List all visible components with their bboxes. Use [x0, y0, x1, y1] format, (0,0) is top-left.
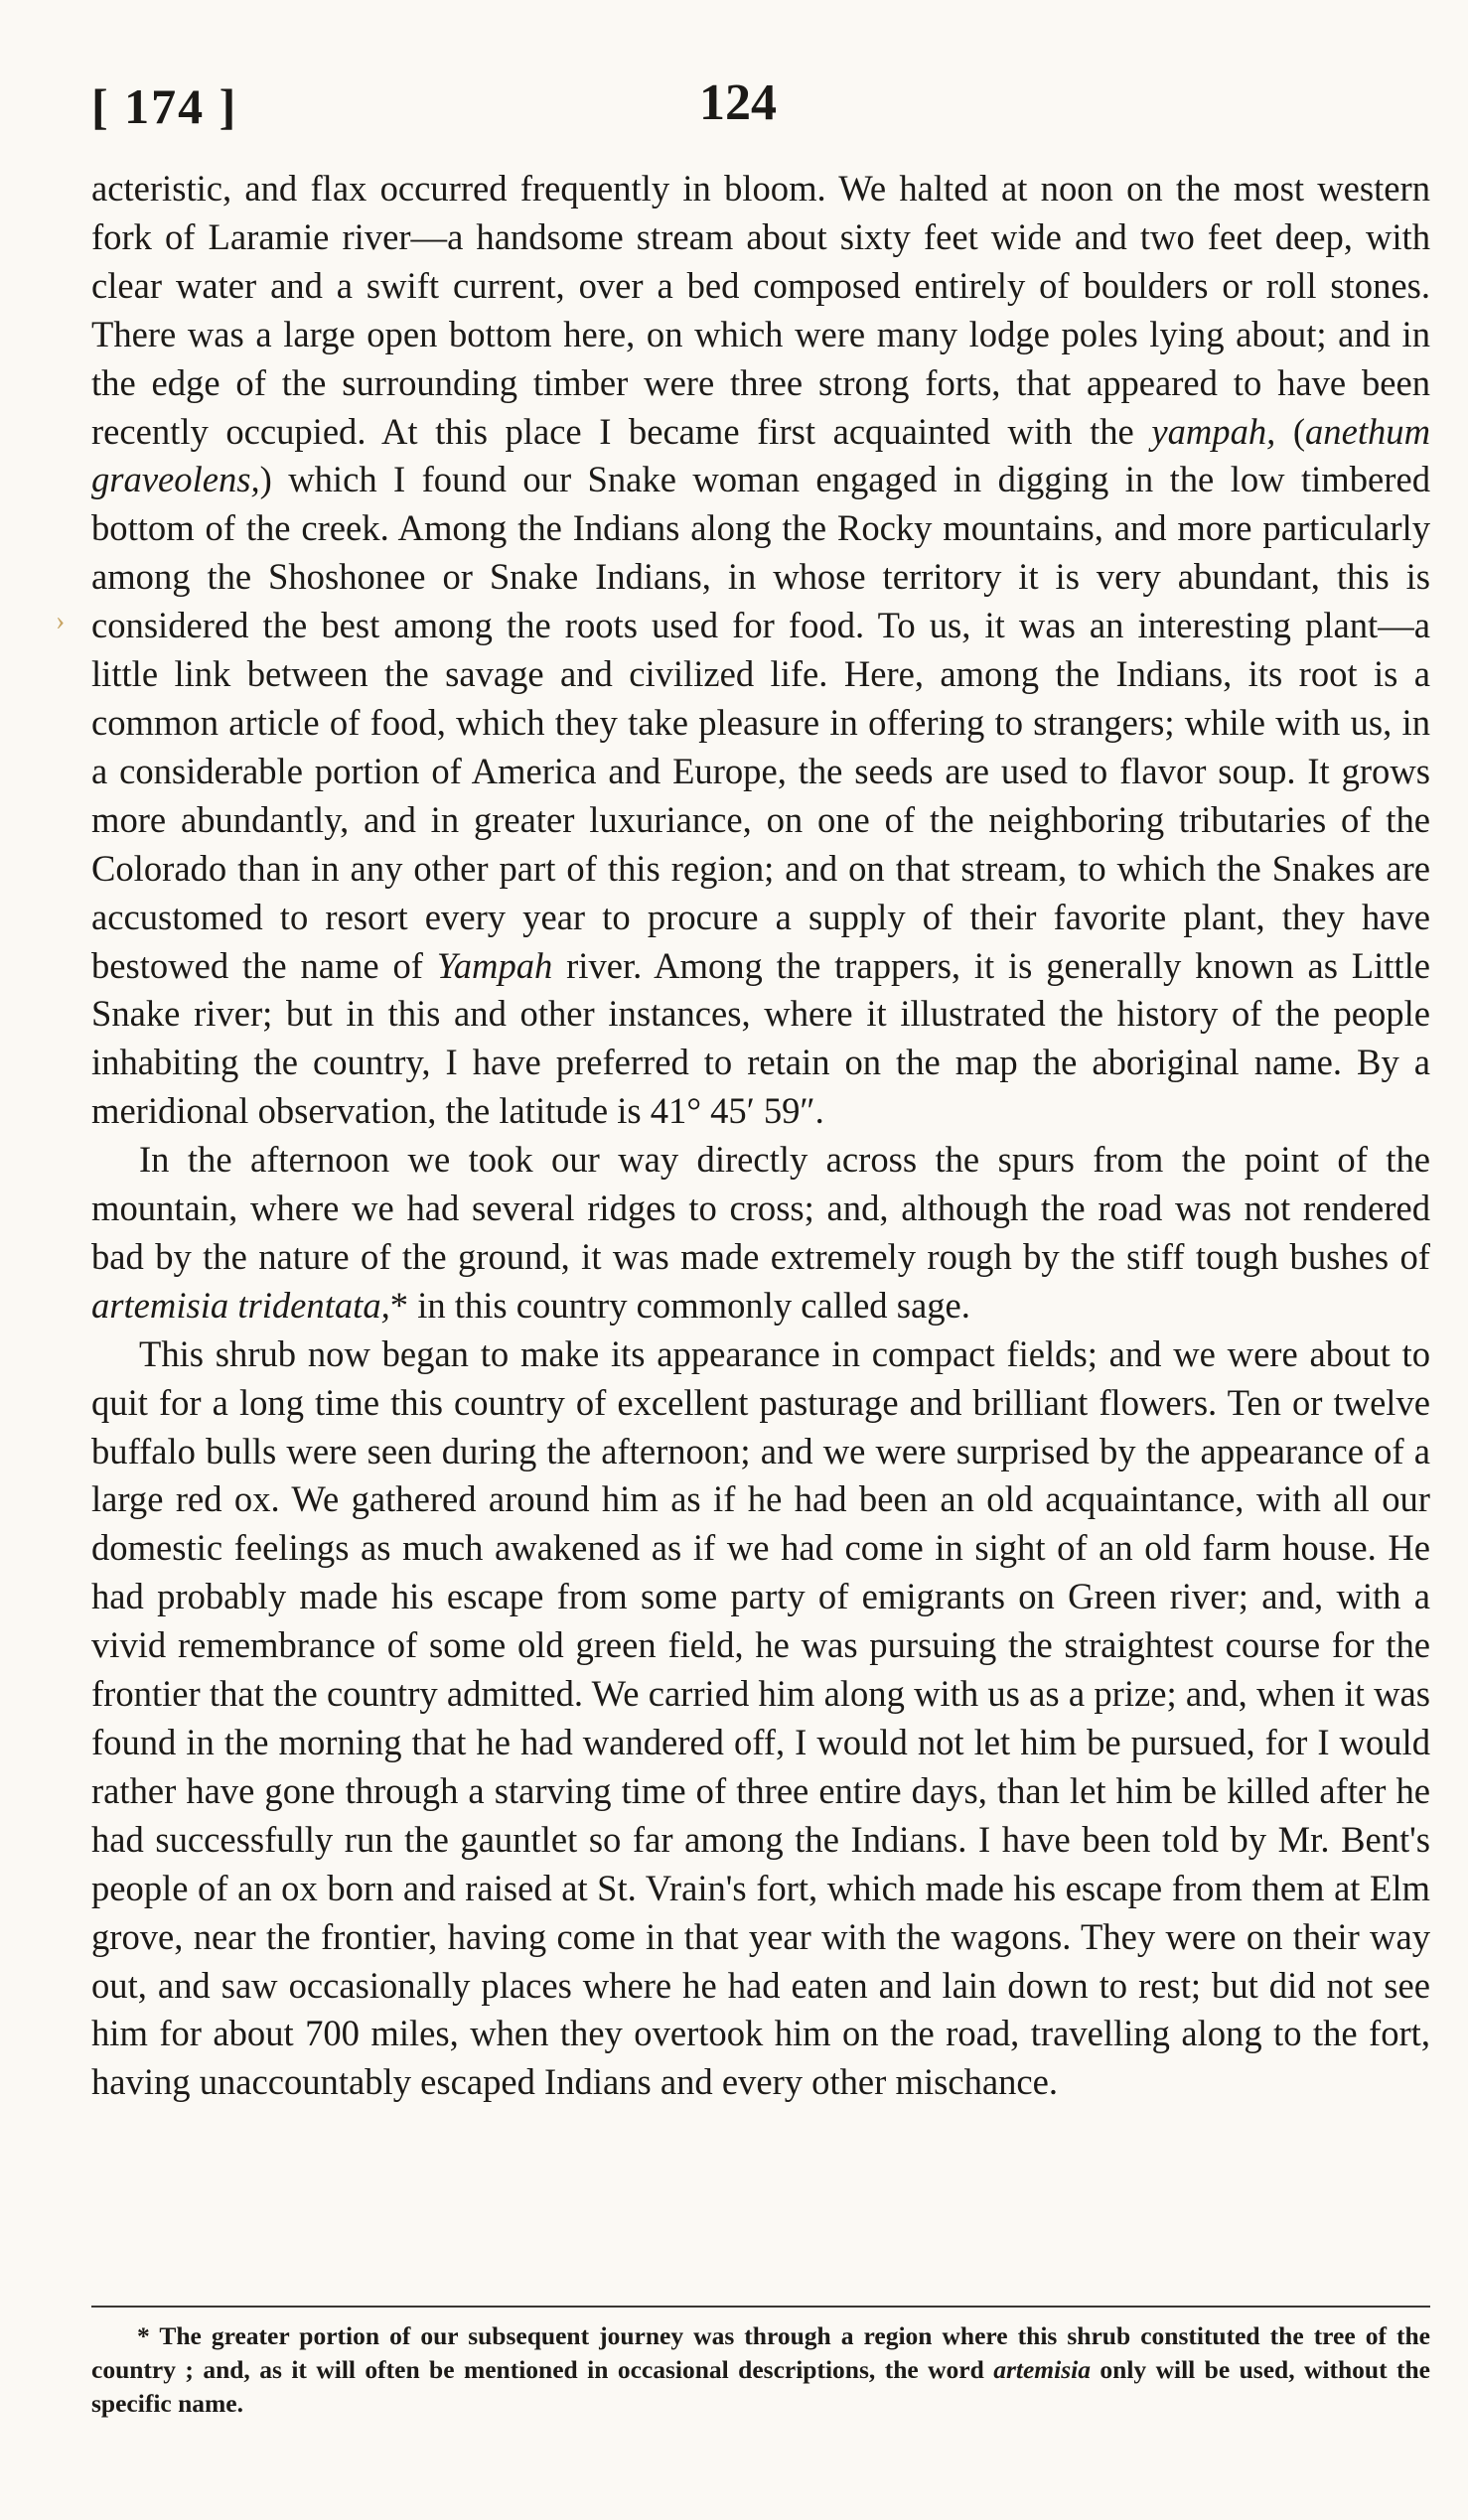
body-text	[91, 165, 1430, 2107]
text-run: * in this country commonly called sage.	[389, 1284, 970, 1326]
paragraph-3	[91, 1330, 1430, 2108]
page-number: 124	[699, 74, 777, 131]
text-run: In the afternoon we took our way directly across the spurs from the point of the mountain, where we had several ridges to cross; and, although the road was not rendered bad by the nature of the ground, it was made extremely rough by the stiff tough bushes of	[91, 1139, 1430, 1277]
footnote-text	[91, 2319, 1430, 2421]
text-run: This shrub now began to make its appearance in compact fields; and we were about to quit for a long time this country of excellent pasturage and brilliant flowers. Ten or twelve buffalo bulls were seen during the afternoon; and we were surprised by the appearance of a large red ox. We gathered around him as if he had been an old acquaintance, with all our domestic feelings as much awakened as if we had come in sight of an old farm house. He had probably made his escape from some party of emigrants on Green river; and, with a vivid remembrance of some old green field, he was pursuing the straightest course for the frontier that the country admitted. We carried him along with us as a prize; and, when it was found in the morning that he had wandered off, I would not let him be pursued, for I would rather have gone through a starving time of three entire days, than let him be killed after he had successfully run the gauntlet so far among the Indians. I have been told by Mr. Bent's people of an ox born and raised at St. Vrain's fort, which made his escape from them at Elm grove, near the frontier, having come in that year with the wagons. They were on their way out, and saw occasionally places where he had eaten and lain down to rest; but did not see him for about 700 miles, when they overtook him on the road, travelling along to the fort, having unaccountably escaped Indians and every other mischance.	[91, 1332, 1430, 2103]
italic-text: yampah,	[1151, 410, 1276, 452]
text-run: ) which I found our Snake woman engaged in digging in the low timbered bottom of the creek. Among the Indians along the Rocky mountains, and more particularly among the Shoshonee or Snake Indians, in whose territory it is very abundant, this is considered the best among the roots used for food. To us, it was an interesting plant—a little link between the savage and civilized life. Here, among the Indians, its root is a common article of food, which they take pleasure in offering to strangers; while with us, in a considerable portion of America and Europe, the seeds are used to flavor soup. It grows more abundantly, and in greater luxuriance, on one of the neighboring tributaries of the Colorado than in any other part of this region; and on that stream, to which the Snakes are accustomed to resort every year to procure a supply of their favorite plant, they have bestowed the name of	[91, 459, 1430, 986]
text-run: (	[1275, 410, 1306, 452]
paragraph-1	[91, 165, 1430, 1136]
footnote	[91, 2319, 1430, 2421]
page-header	[91, 60, 1442, 159]
italic-text: artemisia tridentata,	[91, 1284, 390, 1326]
italic-text: artemisia	[993, 2355, 1091, 2384]
margin-mark: ›	[56, 606, 66, 636]
bracketed-page-number: [ 174 ]	[91, 78, 238, 134]
text-run: river. Among the trappers, it is generally known as Little Snake river; but in this and other instances, where it illustrated the history of the people inhabiting the country, I have preferred to retain on the map the aboriginal name. By a meridional observation, the latitude is 41° 45′ 59″.	[91, 944, 1430, 1132]
text-run: only will be used, without the specific name.	[91, 2355, 1431, 2418]
text-run: * The greater portion of our subsequent journey was through a region where this shrub constituted the tree of the country ; and, as it will often be mentioned in occasional descriptions, the word	[91, 2321, 1430, 2384]
text-run: acteristic, and flax occurred frequently in bloom. We halted at noon on the most western fork of Laramie river—a handsome stream about sixty feet wide and two feet deep, with clear water and a swift current, over a bed composed entirely of boulders or roll stones. There was a large open bottom here, on which were many lodge poles lying about; and in the edge of the surrounding timber were three strong forts, that appeared to have been recently occupied. At this place I became first acquainted with the	[91, 168, 1430, 452]
italic-text: anethum graveolens,	[91, 410, 1430, 500]
footnote-divider	[91, 2306, 1430, 2308]
paragraph-2	[91, 1136, 1430, 1330]
italic-text: Yampah	[436, 944, 553, 986]
